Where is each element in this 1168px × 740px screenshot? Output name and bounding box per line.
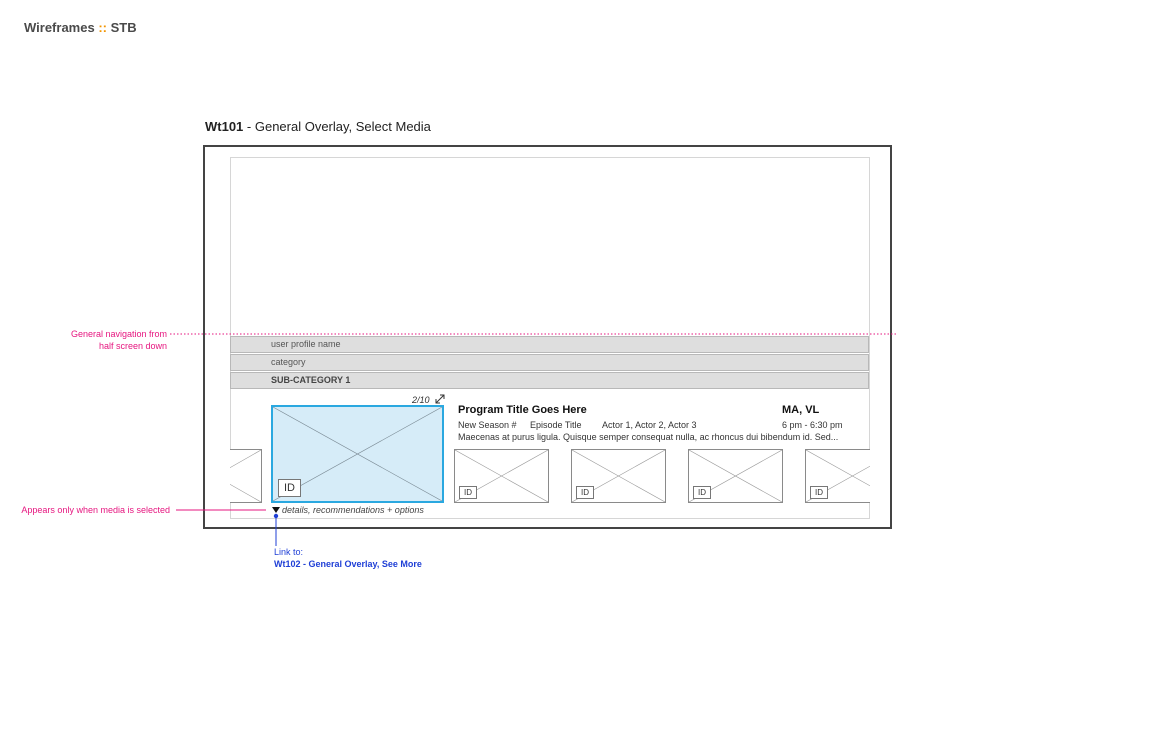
link-connector [270, 512, 282, 548]
nav-bar-category[interactable]: category [230, 354, 869, 371]
media-id-label: ID [278, 479, 301, 497]
program-time: 6 pm - 6:30 pm [782, 420, 843, 430]
program-description: Maecenas at purus ligula. Quisque semper consequat nulla, ac rhoncus dui bibendum id. Sed... [458, 432, 839, 442]
media-id-label: ID [810, 486, 828, 499]
media-thumbnail[interactable] [571, 449, 666, 503]
program-title: Program Title Goes Here [458, 404, 587, 416]
annotation-nav-line2: half screen down [98, 341, 167, 351]
placeholder-image-icon [230, 450, 261, 502]
annotation-selected-note: Appears only when media is selected [21, 505, 170, 515]
carousel-counter: 2/10 [412, 395, 430, 405]
wireframe-name: - General Overlay, Select Media [243, 119, 431, 134]
nav-bar-subcategory[interactable]: SUB-CATEGORY 1 [230, 372, 869, 389]
annotation-nav-line1: General navigation from [70, 329, 167, 339]
media-thumbnail[interactable] [454, 449, 549, 503]
media-id-label: ID [576, 486, 594, 499]
title-separator: :: [98, 20, 107, 35]
details-options-link[interactable]: details, recommendations + options [282, 505, 424, 515]
document-title [24, 20, 137, 35]
media-thumbnail-selected[interactable] [271, 405, 444, 503]
link-label: Link to: [274, 547, 304, 557]
media-id-label: ID [459, 486, 477, 499]
program-episode-title: Episode Title [530, 420, 582, 430]
wireframe-title [205, 119, 431, 134]
program-actors: Actor 1, Actor 2, Actor 3 [602, 420, 697, 430]
annotation-pointer-line [176, 506, 272, 514]
brand-label: Wireframes [24, 20, 95, 35]
media-id-label: ID [693, 486, 711, 499]
media-thumbnail-partial-right[interactable] [805, 449, 870, 503]
media-thumbnail-partial-left[interactable] [230, 449, 262, 503]
wireframe-id: Wt101 [205, 119, 244, 134]
link-target-wt102[interactable]: Wt102 - General Overlay, See More [274, 559, 422, 569]
program-season: New Season # [458, 420, 517, 430]
nav-bar-user-profile[interactable]: user profile name [230, 336, 869, 353]
section-label: STB [110, 20, 137, 35]
media-thumbnail[interactable] [688, 449, 783, 503]
program-channel: MA, VL [782, 404, 820, 416]
expand-icon[interactable] [434, 393, 446, 405]
